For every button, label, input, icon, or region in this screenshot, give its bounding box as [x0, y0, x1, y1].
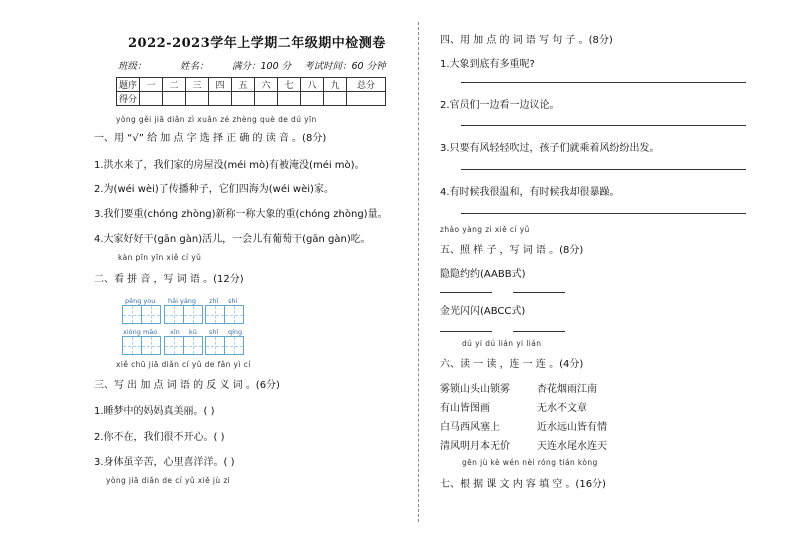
section-1-heading: 一、用 “√” 给 加 点 字 选 择 正 确 的 读 音 。(8分): [94, 133, 327, 144]
table-cell: 总分: [347, 78, 386, 92]
example-word: 隐隐约约(AABB式): [440, 269, 526, 280]
writing-box[interactable]: [205, 336, 225, 355]
section-5-pinyin: zhào yàng zi xiě cí yǔ: [440, 225, 530, 234]
score-table-header-row: [117, 78, 386, 92]
exam-time-label: 考试时间：60 分钟: [304, 61, 386, 72]
score-cell[interactable]: [278, 92, 301, 106]
match-left-item[interactable]: 清风明月本无价: [440, 441, 510, 452]
class-label: 班级：: [118, 61, 147, 72]
question-item: 4.有时候我很温和，有时候我却很暴躁。: [440, 187, 620, 198]
score-cell[interactable]: [255, 92, 278, 106]
section-6-heading: 六、读 一 读 ，连 一 连 。(4分): [440, 359, 584, 370]
match-left-item[interactable]: 雾锁山头山锁雾: [440, 384, 510, 395]
table-cell: 二: [163, 78, 186, 92]
match-left-item[interactable]: 白马西风塞上: [440, 422, 500, 433]
writing-box[interactable]: [183, 336, 203, 355]
writing-box[interactable]: [122, 336, 142, 355]
writing-box[interactable]: [164, 305, 184, 324]
box-pinyin: xióng māo: [123, 328, 158, 336]
table-cell: 六: [255, 78, 278, 92]
section-7-pinyin: gēn jù kè wén nèi róng tián kòng: [462, 458, 598, 467]
score-table: [116, 77, 386, 106]
table-cell: 七: [278, 78, 301, 92]
question-item: 3.我们要重(chóng zhòng)新称一称大象的重(chóng zhòng)量。: [94, 209, 388, 220]
question-item: 3.只要有风轻轻吹过，孩子们就乘着风纷纷出发。: [440, 143, 660, 154]
table-cell: 三: [186, 78, 209, 92]
box-pinyin: kǔ: [189, 328, 197, 336]
question-item: 2.官员们一边看一边议论。: [440, 100, 560, 111]
answer-line[interactable]: [440, 331, 492, 332]
table-cell: 题序: [117, 78, 140, 92]
table-cell: 一: [140, 78, 163, 92]
question-item: 2.为(wéi wèi)了传播种子，它们四海为(wéi wèi)家。: [94, 184, 334, 195]
box-pinyin: shi: [228, 297, 238, 305]
answer-line[interactable]: [513, 331, 565, 332]
section-3-heading: 三、写 出 加 点 词 语 的 反 义 词 。(6分): [94, 380, 280, 391]
full-score-label: 满分：100 分: [232, 61, 292, 72]
page-divider: [418, 22, 419, 522]
score-cell[interactable]: [140, 92, 163, 106]
box-pinyin: zhī: [209, 297, 219, 305]
score-cell[interactable]: [186, 92, 209, 106]
writing-box[interactable]: [164, 336, 184, 355]
match-left-item[interactable]: 有山皆图画: [440, 403, 490, 414]
score-table-score-row: [117, 92, 386, 106]
writing-box[interactable]: [141, 305, 161, 324]
box-pinyin: qíng: [228, 328, 243, 336]
writing-box[interactable]: [224, 336, 244, 355]
page-title: 2022-2023学年上学期二年级期中检测卷: [128, 36, 386, 51]
match-right-item[interactable]: 杏花烟雨江南: [537, 384, 597, 395]
box-pinyin: shī: [209, 328, 219, 336]
answer-line[interactable]: [461, 125, 746, 126]
name-label: 姓名：: [180, 61, 209, 72]
score-cell[interactable]: [301, 92, 324, 106]
writing-box[interactable]: [205, 305, 225, 324]
score-cell[interactable]: [163, 92, 186, 106]
question-item: 2.你不在，我们很不开心。( ): [94, 432, 225, 443]
writing-box[interactable]: [122, 305, 142, 324]
match-right-item[interactable]: 无水不文章: [537, 403, 587, 414]
box-pinyin: hǎi yáng: [168, 297, 197, 305]
section-5-heading: 五、照 样 子 ，写 词 语 。(8分): [440, 245, 584, 256]
writing-box[interactable]: [141, 336, 161, 355]
answer-line[interactable]: [513, 292, 565, 293]
box-pinyin: xīn: [170, 328, 180, 336]
question-item: 1.睡梦中的妈妈真美丽。( ): [94, 406, 215, 417]
section-4-heading: 四、用 加 点 的 词 语 写 句 子 。(8分): [440, 35, 613, 46]
score-cell[interactable]: [209, 92, 232, 106]
answer-line[interactable]: [461, 82, 746, 83]
question-item: 1.洪水来了，我们家的房屋没(méi mò)有被淹没(méi mò)。: [94, 160, 365, 171]
writing-box[interactable]: [224, 305, 244, 324]
table-cell: 五: [232, 78, 255, 92]
table-cell: 九: [324, 78, 347, 92]
section-1-pinyin: yòng gěi jiā diǎn zì xuǎn zé zhèng què de dú yīn: [116, 115, 317, 124]
match-right-item[interactable]: 天连水尾水连天: [537, 441, 607, 452]
example-word: 金光闪闪(ABCC式): [440, 306, 526, 317]
section-3-pinyin: xiě chū jiā diǎn cí yǔ de fǎn yì cí: [116, 360, 251, 369]
answer-line[interactable]: [461, 169, 746, 170]
score-cell[interactable]: [232, 92, 255, 106]
table-cell: 得分: [117, 92, 140, 106]
table-cell: 八: [301, 78, 324, 92]
box-pinyin: pēng you: [125, 297, 156, 305]
section-2-pinyin: kàn pīn yīn xiě cí yǔ: [118, 253, 202, 262]
answer-line[interactable]: [440, 292, 492, 293]
table-cell: 四: [209, 78, 232, 92]
score-cell[interactable]: [324, 92, 347, 106]
question-item: 1.大象到底有多重呢?: [440, 59, 535, 70]
match-right-item[interactable]: 近水远山皆有情: [537, 422, 607, 433]
section-7-heading: 七、根 据 课 文 内 容 填 空 。(16分): [440, 479, 606, 490]
answer-line[interactable]: [461, 213, 746, 214]
section-2-heading: 二、看 拼 音 ，写 词 语 。(12分): [94, 274, 244, 285]
section-4-pinyin: yòng jiā diǎn de cí yǔ xiě jù zi: [106, 476, 231, 485]
question-item: 3.身体虽辛苦，心里喜洋洋。( ): [94, 457, 235, 468]
writing-box[interactable]: [183, 305, 203, 324]
section-6-pinyin: dú yi dú lián yi lián: [462, 339, 542, 348]
score-cell[interactable]: [347, 92, 386, 106]
question-item: 4.大家好好干(gān gàn)活儿，一会儿有葡萄干(gān gàn)吃。: [94, 234, 371, 245]
